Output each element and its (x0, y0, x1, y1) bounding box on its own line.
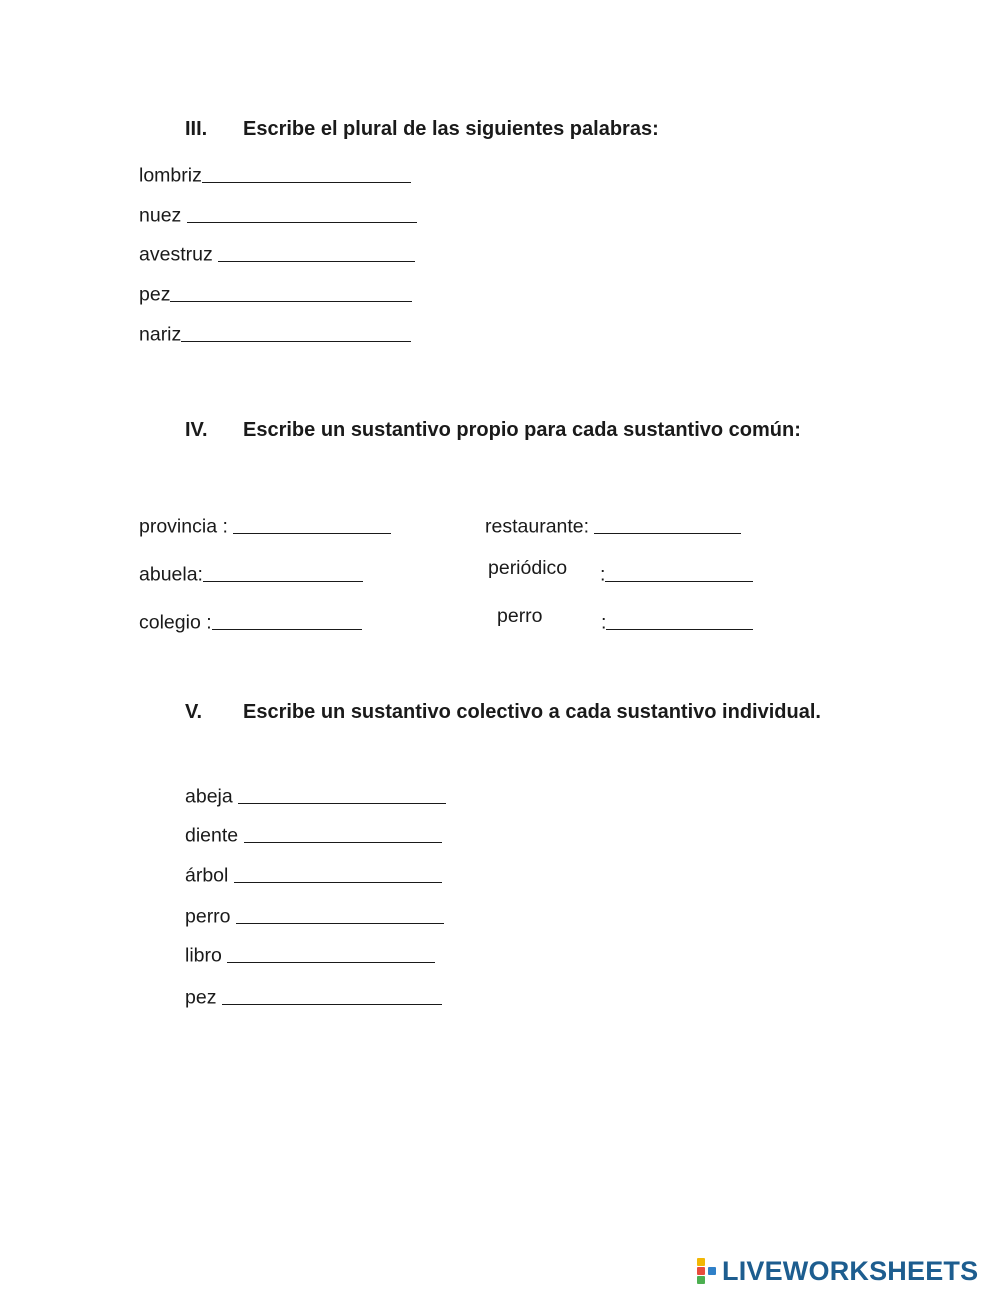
answer-blank[interactable] (234, 862, 442, 883)
item-label: nuez (139, 204, 187, 227)
item-label: lombriz (139, 164, 202, 187)
item-colon: : (601, 611, 607, 634)
answer-blank[interactable] (187, 202, 417, 223)
item-colon: : (600, 563, 606, 586)
answer-blank[interactable] (227, 942, 435, 963)
answer-blank[interactable] (181, 321, 411, 342)
proper-noun-item-abuela (139, 559, 363, 585)
plural-item-nariz (139, 319, 411, 345)
section-4-number: IV. (185, 419, 208, 441)
item-label: abeja (185, 785, 239, 808)
item-label: diente (185, 824, 244, 847)
plural-item-nuez (139, 200, 417, 226)
answer-blank[interactable] (222, 984, 442, 1005)
item-label: perro (497, 605, 543, 627)
answer-blank[interactable] (218, 241, 415, 262)
proper-noun-item-perro (497, 607, 543, 627)
proper-noun-item-provincia (139, 511, 391, 537)
item-label: provincia : (139, 515, 234, 538)
answer-blank[interactable] (594, 513, 741, 534)
collective-item-libro (185, 940, 435, 966)
item-label: libro (185, 944, 228, 967)
logo-text: LIVEWORKSHEETS (722, 1255, 979, 1286)
section-5-number: V. (185, 701, 203, 723)
answer-blank[interactable] (238, 783, 446, 804)
item-label: árbol (185, 864, 234, 887)
item-label: abuela: (139, 563, 203, 586)
proper-noun-item-periodico-answer (600, 559, 753, 585)
collective-item-abeja (185, 781, 446, 807)
item-label: colegio : (139, 611, 212, 634)
item-label: restaurante: (485, 515, 595, 538)
item-label: avestruz (139, 243, 219, 266)
section-3-number: III. (185, 118, 208, 140)
item-label: periódico (488, 557, 568, 579)
answer-blank[interactable] (236, 903, 444, 924)
answer-blank[interactable] (202, 162, 411, 183)
plural-item-pez (139, 279, 412, 305)
logo-mark-icon (697, 1258, 719, 1284)
collective-item-arbol (185, 860, 442, 886)
collective-item-perro (185, 901, 444, 927)
proper-noun-item-colegio (139, 607, 362, 633)
answer-blank[interactable] (244, 822, 442, 843)
proper-noun-item-perro-answer (601, 607, 753, 633)
answer-blank[interactable] (170, 281, 412, 302)
proper-noun-item-periodico (488, 559, 567, 579)
item-label: pez (139, 283, 171, 306)
item-label: perro (185, 905, 236, 928)
answer-blank[interactable] (606, 609, 753, 630)
liveworksheets-logo (697, 1256, 978, 1286)
plural-item-avestruz (139, 239, 415, 265)
answer-blank[interactable] (605, 561, 753, 582)
item-label: pez (185, 986, 222, 1009)
section-4-title: Escribe un sustantivo propio para cada sustantivo común: (243, 419, 801, 441)
collective-item-pez (185, 982, 442, 1008)
proper-noun-item-restaurante (485, 511, 741, 537)
item-label: nariz (139, 323, 182, 346)
collective-item-diente (185, 820, 442, 846)
section-3-title: Escribe el plural de las siguientes palabras: (243, 118, 659, 140)
answer-blank[interactable] (203, 561, 363, 582)
answer-blank[interactable] (233, 513, 391, 534)
section-5-title: Escribe un sustantivo colectivo a cada sustantivo individual. (243, 701, 821, 723)
plural-item-lombriz (139, 160, 411, 186)
answer-blank[interactable] (212, 609, 362, 630)
